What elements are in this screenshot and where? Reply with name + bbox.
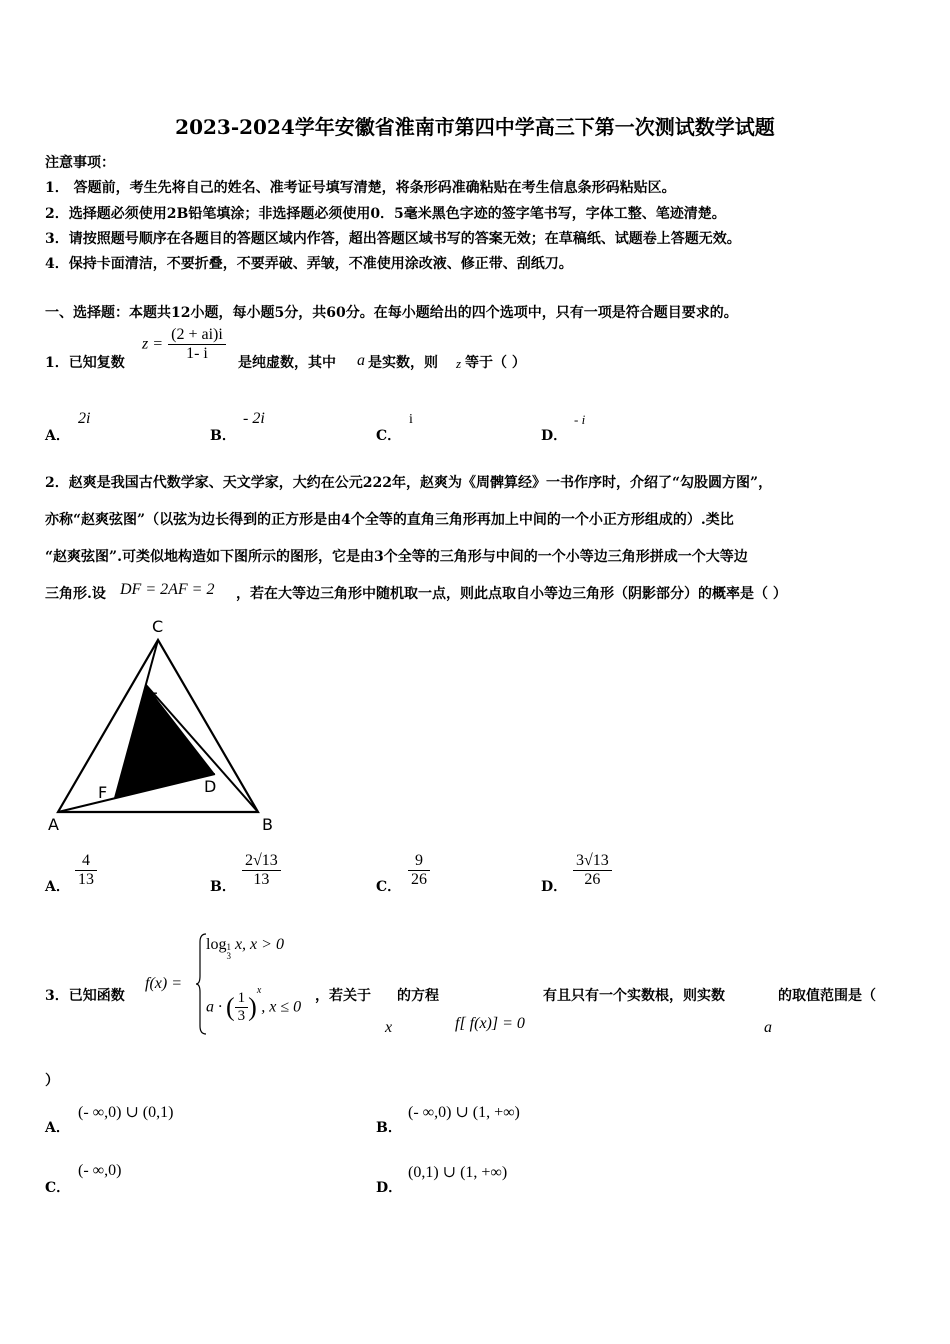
q2-line-4b: ，若在大等边三角形中随机取一点，则此点取自小等边三角形（阴影部分）的概率是（ ）: [236, 586, 787, 602]
q2-option-c-den: 26: [408, 870, 430, 889]
q1-text-suffix: 等于（ ）: [465, 355, 526, 371]
q3-option-d-value: (0,1) ∪ (1, +∞): [408, 1164, 508, 1181]
q3-text-1: ，若关于: [315, 988, 371, 1004]
q1-option-c-value: i: [409, 412, 413, 427]
q3-option-c-value: (- ∞,0): [78, 1162, 122, 1179]
q3-fx: f(x) =: [145, 975, 182, 992]
notice-item-1: 1． 答题前，考生先将自己的姓名、准考证号填写清楚，将条形码准确粘贴在考生信息条形码粘贴区。: [45, 180, 676, 196]
label-b: B: [262, 815, 273, 834]
label-d: D: [204, 777, 217, 796]
q2-line-4a: 三角形.设: [45, 586, 106, 602]
notice-item-4: 4．保持卡面清洁，不要折叠，不要弄破、弄皱，不准使用涂改液、修正带、刮纸刀。: [45, 256, 573, 272]
q2-option-c-num: 9: [415, 852, 423, 869]
q1-option-c-label: C．: [376, 428, 402, 444]
q2-triangle-figure: [40, 612, 290, 837]
q3-equation: f[ f(x)] = 0: [455, 1015, 525, 1032]
q1-text-mid2: 是实数，则: [368, 355, 438, 371]
q2-line-4-math: DF = 2AF = 2: [120, 581, 215, 598]
q1-z-eq: z =: [142, 335, 164, 353]
q2-option-d-num: 3√13: [576, 852, 609, 869]
q2-line-2: 亦称“赵爽弦图”（以弦为边长得到的正方形是由4个全等的直角三角形再加上中间的一个小正方形组成的）.类比: [45, 512, 734, 528]
q3-case-1-rest: x, x > 0: [230, 936, 284, 953]
q1-a-var: a: [357, 352, 365, 369]
q3-case-2-num: 1: [237, 989, 246, 1006]
q2-option-d-label: D．: [541, 879, 568, 895]
q1-option-b-value: - 2i: [243, 410, 265, 427]
q3-option-a-value: (- ∞,0) ∪ (0,1): [78, 1104, 174, 1121]
q3-option-d-label: D．: [376, 1180, 403, 1196]
q2-line-1: 2．赵爽是我国古代数学家、天文学家，大约在公元222年，赵爽为《周髀算经》一书作序时，介绍了“勾股圆方图”，: [45, 475, 773, 491]
q1-z-var: z: [456, 356, 462, 371]
q2-option-d-value: [573, 852, 612, 889]
q3-a-var: a: [764, 1019, 772, 1036]
q3-case-1-base-den: 3: [226, 951, 231, 961]
q3-option-a-label: A．: [45, 1120, 70, 1136]
q1-option-a-label: A．: [45, 428, 70, 444]
q3-case-1: [206, 936, 284, 961]
q1-formula: [142, 326, 226, 363]
q2-option-c-label: C．: [376, 879, 402, 895]
q2-option-b-label: B．: [210, 879, 236, 895]
q1-text-mid: 是纯虚数，其中: [238, 355, 336, 371]
notice-item-2: 2．选择题必须使用2B铅笔填涂；非选择题必须使用0．5毫米黑色字迹的签字笔书写，字体工整、笔迹清楚。: [45, 206, 726, 222]
page-title: 2023-2024学年安徽省淮南市第四中学高三下第一次测试数学试题: [175, 115, 775, 139]
q3-option-c-label: C．: [45, 1180, 71, 1196]
label-f: F: [98, 783, 108, 802]
q2-option-d-den: 26: [573, 870, 612, 889]
q1-option-d-label: D．: [541, 428, 568, 444]
q3-case-2-rest: , x ≤ 0: [261, 998, 302, 1016]
q3-option-b-label: B．: [376, 1120, 402, 1136]
q3-case-2-exp: x: [256, 985, 262, 996]
q3-case-2: a · ( $\frac{1}{3}$ )$^x$, x ≤ 0: [206, 985, 302, 1024]
q3-case-1-log: log: [206, 936, 227, 953]
q3-x-var: x: [385, 1019, 393, 1036]
label-e: E: [148, 689, 159, 708]
q3-case-2-frac: [235, 990, 249, 1025]
q3-option-b-value: (- ∞,0) ∪ (1, +∞): [408, 1104, 520, 1121]
q2-option-b-den: 13: [242, 870, 281, 889]
q3-case-1-base-num: 1: [226, 942, 231, 952]
q3-case-2-a: a ·: [206, 998, 222, 1016]
notice-item-3: 3．请按照题号顺序在各题目的答题区域内作答，超出答题区域书写的答案无效；在草稿纸、试题卷上答题无效。: [45, 231, 741, 247]
q3-text-4: 的取值范围是（: [778, 988, 876, 1004]
q2-line-3: “赵爽弦图”.可类似地构造如下图所示的图形，它是由3个全等的三角形与中间的一个小等边三角形拼成一个大等边: [45, 549, 748, 565]
q1-option-d-value: - i: [574, 412, 586, 427]
q2-option-c-value: [408, 852, 430, 889]
q1-option-b-label: B．: [210, 428, 236, 444]
q3-prefix: 3．已知函数: [45, 988, 125, 1004]
q1-fraction: [168, 326, 226, 363]
label-a: A: [48, 815, 59, 834]
q2-option-a-num: 4: [82, 852, 90, 869]
q3-text-2: 的方程: [397, 988, 439, 1004]
q3-close-paren: ）: [45, 1073, 59, 1089]
q2-option-b-num: 2√13: [245, 852, 278, 869]
q2-option-a-label: A．: [45, 879, 70, 895]
q1-denominator: 1- i: [168, 344, 226, 363]
notice-heading: 注意事项：: [45, 155, 115, 171]
q1-option-a-value: 2i: [78, 410, 91, 427]
q1-numerator: (2 + ai)i: [171, 326, 223, 343]
q2-option-a-den: 13: [75, 870, 97, 889]
label-c: C: [152, 617, 164, 636]
section-heading: 一、选择题：本题共12小题，每小题5分，共60分。在每小题给出的四个选项中，只有一项是符合题目要求的。: [45, 305, 738, 321]
q3-case-2-den: 3: [235, 1007, 249, 1025]
q2-option-b-value: [242, 852, 281, 889]
q2-option-a-value: [75, 852, 97, 889]
q1-prefix: 1．已知复数: [45, 355, 125, 371]
q3-text-3: 有且只有一个实数根，则实数: [543, 988, 725, 1004]
